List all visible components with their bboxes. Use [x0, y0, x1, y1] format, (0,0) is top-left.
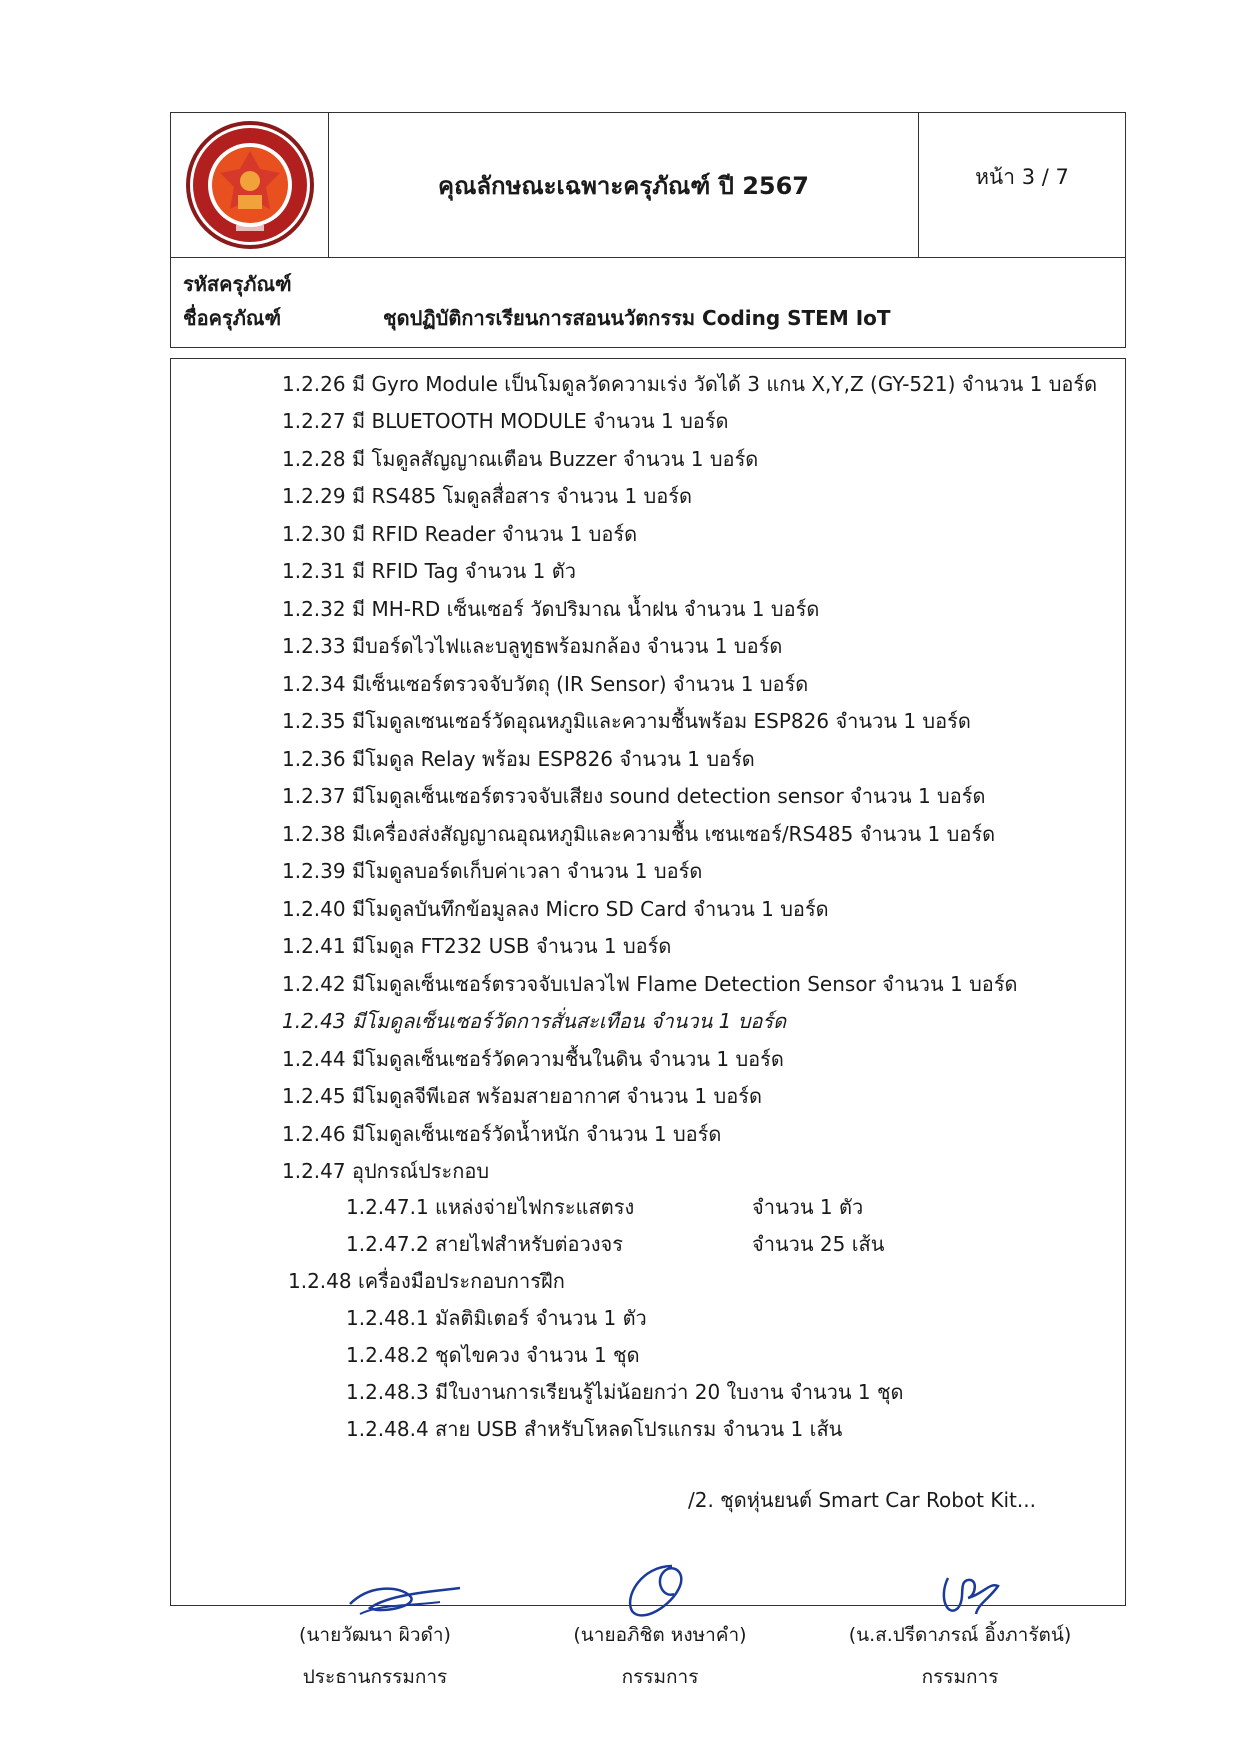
spec-subitem: 1.2.48.1 มัลติมิเตอร์ จำนวน 1 ตัว — [346, 1306, 647, 1330]
spec-item: 1.2.33 มีบอร์ดไวไฟและบลูทูธพร้อมกล้อง จำนวน 1 บอร์ด — [282, 634, 783, 658]
spec-subitem-qty: จำนวน 25 เส้น — [752, 1232, 885, 1256]
spec-item: 1.2.31 มี RFID Tag จำนวน 1 ตัว — [282, 559, 576, 583]
signatory-name: (นายวัฒนา ผิวดำ) — [299, 1624, 451, 1646]
spec-subitem: 1.2.48.3 มีใบงานการเรียนรู้ไม่น้อยกว่า 20 ใบงาน จำนวน 1 ชุด — [346, 1380, 904, 1404]
page-number: หน้า 3 / 7 — [975, 165, 1069, 189]
vec-seal-logo — [182, 117, 318, 253]
signature-mark-2 — [612, 1556, 702, 1626]
spec-item: 1.2.44 มีโมดูลเซ็นเซอร์วัดความชื้นในดิน จำนวน 1 บอร์ด — [282, 1047, 784, 1071]
spec-subitem: 1.2.47.2 สายไฟสำหรับต่อวงจร — [346, 1232, 623, 1256]
spec-item: 1.2.38 มีเครื่องส่งสัญญาณอุณหภูมิและความชื้น เซนเซอร์/RS485 จำนวน 1 บอร์ด — [282, 822, 996, 846]
spec-item: 1.2.43 มีโมดูลเซ็นเซอร์วัดการสั่นสะเทือน จำนวน 1 บอร์ด — [282, 1009, 787, 1033]
spec-item: 1.2.48 เครื่องมือประกอบการฝึก — [288, 1269, 565, 1293]
spec-item: 1.2.28 มี โมดูลสัญญาณเตือน Buzzer จำนวน 1 บอร์ด — [282, 447, 759, 471]
signature-block-2 — [545, 1620, 775, 1692]
spec-item: 1.2.32 มี MH-RD เซ็นเซอร์ วัดปริมาณ น้ำฝน จำนวน 1 บอร์ด — [282, 597, 820, 621]
spec-item: 1.2.30 มี RFID Reader จำนวน 1 บอร์ด — [282, 522, 638, 546]
spec-item: 1.2.34 มีเซ็นเซอร์ตรวจจับวัตถุ (IR Sensor) จำนวน 1 บอร์ด — [282, 672, 809, 696]
spec-item: 1.2.35 มีโมดูลเซนเซอร์วัดอุณหภูมิและความชื้นพร้อม ESP826 จำนวน 1 บอร์ด — [282, 709, 971, 733]
spec-item: 1.2.47 อุปกรณ์ประกอบ — [282, 1159, 490, 1183]
header-table — [170, 112, 1126, 258]
signature-mark-1 — [340, 1574, 470, 1624]
spec-item: 1.2.27 มี BLUETOOTH MODULE จำนวน 1 บอร์ด — [282, 409, 729, 433]
equipment-name-label: ชื่อครุภัณฑ์ — [183, 306, 282, 330]
signatory-role: ประธานกรรมการ — [302, 1666, 448, 1688]
spec-subitem: 1.2.48.4 สาย USB สำหรับโหลดโปรแกรม จำนวน 1 เส้น — [346, 1417, 843, 1441]
signature-mark-3 — [928, 1568, 1018, 1628]
spec-item: 1.2.45 มีโมดูลจีพีเอส พร้อมสายอากาศ จำนวน 1 บอร์ด — [282, 1084, 762, 1108]
spec-item: 1.2.26 มี Gyro Module เป็นโมดูลวัดความเร่ง วัดได้ 3 แกน X,Y,Z (GY-521) จำนวน 1 บอร์ด — [282, 372, 1098, 396]
continuation-note: /2. ชุดหุ่นยนต์ Smart Car Robot Kit... — [688, 1488, 1036, 1512]
equipment-name-value: ชุดปฏิบัติการเรียนการสอนนวัตกรรม Coding STEM IoT — [383, 306, 891, 330]
signatory-name: (น.ส.ปรีดาภรณ์ อิ้งภารัตน์) — [848, 1624, 1072, 1646]
signature-block-1 — [275, 1620, 475, 1692]
signatory-role: กรรมการ — [621, 1666, 699, 1688]
spec-item: 1.2.39 มีโมดูลบอร์ดเก็บค่าเวลา จำนวน 1 บอร์ด — [282, 859, 703, 883]
equipment-info — [170, 258, 1126, 348]
spec-subitem: 1.2.48.2 ชุดไขควง จำนวน 1 ชุด — [346, 1343, 640, 1367]
spec-item: 1.2.41 มีโมดูล FT232 USB จำนวน 1 บอร์ด — [282, 934, 672, 958]
spec-subitem-qty: จำนวน 1 ตัว — [752, 1195, 864, 1219]
spec-subitem: 1.2.47.1 แหล่งจ่ายไฟกระแสตรง — [346, 1195, 635, 1219]
logo-cell — [171, 113, 329, 257]
signatory-name: (นายอภิชิต หงษาคำ) — [573, 1624, 747, 1646]
spec-item: 1.2.36 มีโมดูล Relay พร้อม ESP826 จำนวน 1 บอร์ด — [282, 747, 755, 771]
signature-block-3 — [830, 1620, 1090, 1692]
signatory-role: กรรมการ — [921, 1666, 999, 1688]
header-title-cell — [329, 113, 919, 257]
spec-item: 1.2.46 มีโมดูลเซ็นเซอร์วัดน้ำหนัก จำนวน 1 บอร์ด — [282, 1122, 722, 1146]
spec-item: 1.2.40 มีโมดูลบันทึกข้อมูลลง Micro SD Card จำนวน 1 บอร์ด — [282, 897, 829, 921]
spec-item: 1.2.37 มีโมดูลเซ็นเซอร์ตรวจจับเสียง sound detection sensor จำนวน 1 บอร์ด — [282, 784, 986, 808]
spec-item: 1.2.42 มีโมดูลเซ็นเซอร์ตรวจจับเปลวไฟ Flame Detection Sensor จำนวน 1 บอร์ด — [282, 972, 1018, 996]
equipment-code-label: รหัสครุภัณฑ์ — [183, 272, 292, 296]
document-title: คุณลักษณะเฉพาะครุภัณฑ์ ปี 2567 — [438, 171, 809, 200]
spec-item: 1.2.29 มี RS485 โมดูลสื่อสาร จำนวน 1 บอร์ด — [282, 484, 692, 508]
